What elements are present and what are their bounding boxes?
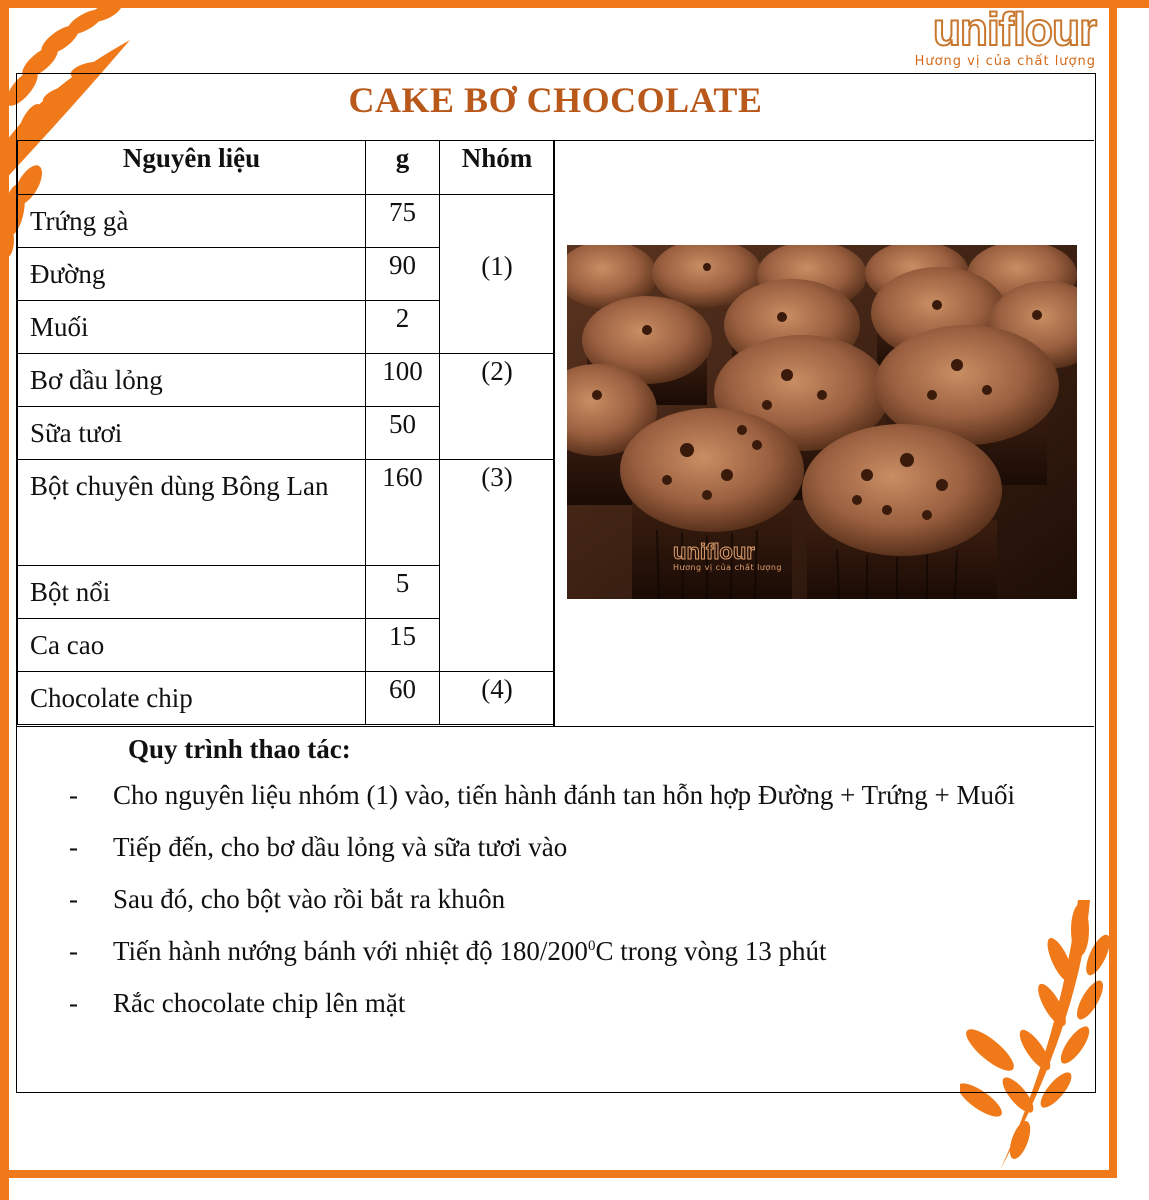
bullet-dash: - bbox=[69, 988, 78, 1018]
ingredient-name: Muối bbox=[18, 301, 366, 354]
recipe-title: CAKE BƠ CHOCOLATE bbox=[348, 80, 763, 120]
group-label: (2) bbox=[440, 354, 555, 460]
muffin-photo-icon bbox=[567, 245, 1077, 599]
list-item bbox=[17, 769, 1094, 821]
ingredient-name: Bơ dầu lỏng bbox=[18, 354, 366, 407]
list-item bbox=[17, 873, 1094, 925]
muffin-photo bbox=[567, 245, 1077, 599]
ingredient-grams: 2 bbox=[366, 301, 440, 354]
step-text: Tiếp đến, cho bơ dầu lỏng và sữa tươi vào bbox=[113, 832, 568, 862]
table-row bbox=[18, 672, 555, 725]
bullet-dash: - bbox=[69, 780, 78, 810]
photo-watermark bbox=[673, 541, 782, 572]
ingredient-grams: 50 bbox=[366, 407, 440, 460]
group-label: (1) bbox=[440, 195, 555, 354]
page-frame-right bbox=[1109, 0, 1117, 1176]
bake-step-degree: 0 bbox=[587, 938, 596, 954]
group-label: (4) bbox=[440, 672, 555, 725]
logo-wordmark: uniflour bbox=[932, 3, 1096, 55]
header-grams: g bbox=[366, 141, 440, 195]
procedure-section bbox=[17, 726, 1094, 1029]
ingredient-name: Chocolate chip bbox=[18, 672, 366, 725]
table-header-row bbox=[18, 141, 555, 195]
photo-cell-border bbox=[553, 140, 555, 727]
ingredient-name: Ca cao bbox=[18, 619, 366, 672]
page-frame-bottom bbox=[0, 1170, 1117, 1178]
step-text: Cho nguyên liệu nhóm (1) vào, tiến hành đánh tan hỗn hợp Đường + Trứng + Muối bbox=[113, 780, 1015, 810]
table-row bbox=[18, 195, 555, 248]
header-group: Nhóm bbox=[440, 141, 555, 195]
ingredient-name: Đường bbox=[18, 248, 366, 301]
ingredient-name: Sữa tươi bbox=[18, 407, 366, 460]
ingredient-grams: 75 bbox=[366, 195, 440, 248]
header-ingredient: Nguyên liệu bbox=[18, 141, 366, 195]
ingredient-grams: 15 bbox=[366, 619, 440, 672]
ingredient-grams: 60 bbox=[366, 672, 440, 725]
list-item bbox=[17, 821, 1094, 873]
table-row bbox=[18, 354, 555, 407]
step-text: Sau đó, cho bột vào rồi bắt ra khuôn bbox=[113, 884, 506, 914]
ingredient-grams: 100 bbox=[366, 354, 440, 407]
group-label: (3) bbox=[440, 460, 555, 672]
watermark-logo: uniflour bbox=[673, 539, 755, 564]
ingredient-grams: 160 bbox=[366, 460, 440, 566]
bake-step-before: Tiến hành nướng bánh với nhiệt độ 180/200 bbox=[113, 936, 588, 966]
procedure-steps bbox=[17, 769, 1094, 1029]
brand-logo bbox=[906, 3, 1096, 69]
procedure-heading: Quy trình thao tác: bbox=[128, 734, 351, 764]
ingredient-table bbox=[17, 140, 555, 725]
step-text: Rắc chocolate chip lên mặt bbox=[113, 988, 406, 1018]
list-item bbox=[17, 925, 1094, 977]
ingredient-grams: 90 bbox=[366, 248, 440, 301]
watermark-tagline: Hương vị của chất lượng bbox=[673, 563, 782, 572]
ingredient-grams: 5 bbox=[366, 566, 440, 619]
logo-tagline: Hương vị của chất lượng bbox=[914, 54, 1096, 69]
ingredient-name: Trứng gà bbox=[18, 195, 366, 248]
step-text bbox=[113, 936, 826, 966]
bake-step-after: C trong vòng 13 phút bbox=[595, 936, 827, 966]
bullet-dash: - bbox=[69, 936, 78, 966]
recipe-sheet bbox=[16, 73, 1096, 1093]
bullet-dash: - bbox=[69, 832, 78, 862]
ingredient-name: Bột nổi bbox=[18, 566, 366, 619]
table-row bbox=[18, 460, 555, 566]
ingredient-name: Bột chuyên dùng Bông Lan bbox=[18, 460, 366, 566]
title-row bbox=[17, 74, 1094, 141]
list-item bbox=[17, 977, 1094, 1029]
bullet-dash: - bbox=[69, 884, 78, 914]
